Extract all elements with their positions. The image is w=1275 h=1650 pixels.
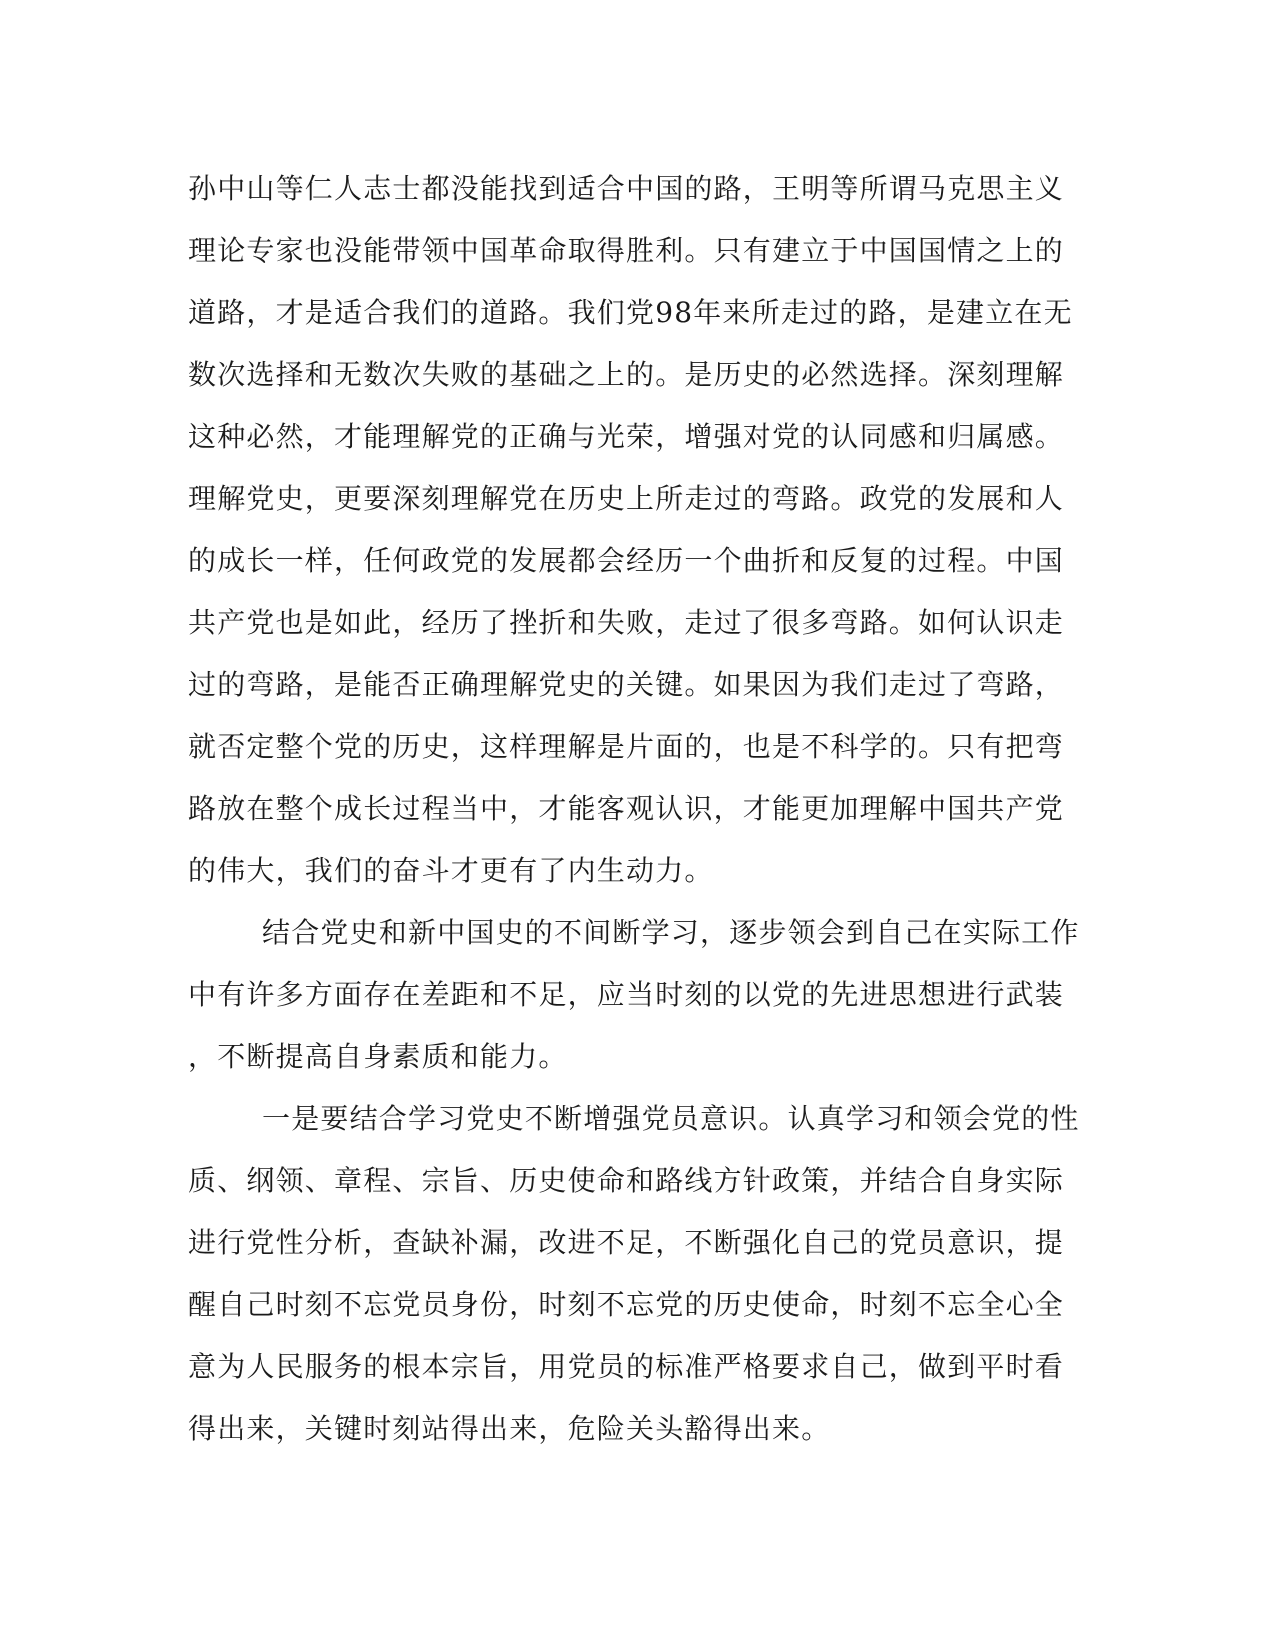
text-line: 数次选择和无数次失败的基础之上的。是历史的必然选择。深刻理解	[188, 358, 1065, 391]
text-line: 醒自己时刻不忘党员身份，时刻不忘党的历史使命，时刻不忘全心全	[188, 1288, 1065, 1321]
text-line: 得出来，关键时刻站得出来，危险关头豁得出来。	[188, 1412, 831, 1445]
text-line: 理解党史，更要深刻理解党在历史上所走过的弯路。政党的发展和人	[188, 482, 1065, 515]
text-line: 孙中山等仁人志士都没能找到适合中国的路，王明等所谓马克思主义	[188, 172, 1065, 205]
text-line: 的成长一样，任何政党的发展都会经历一个曲折和反复的过程。中国	[188, 544, 1065, 577]
text-line: 意为人民服务的根本宗旨，用党员的标准严格要求自己，做到平时看	[188, 1350, 1065, 1383]
paragraph-3	[188, 1088, 1088, 1460]
text-line: 结合党史和新中国史的不间断学习，逐步领会到自己在实际工作	[262, 916, 1080, 949]
text-line: 的伟大，我们的奋斗才更有了内生动力。	[188, 854, 714, 887]
paragraph-1	[188, 158, 1088, 902]
text-line: 就否定整个党的历史，这样理解是片面的，也是不科学的。只有把弯	[188, 730, 1065, 763]
text-line: 理论专家也没能带领中国革命取得胜利。只有建立于中国国情之上的	[188, 234, 1065, 267]
text-line: 共产党也是如此，经历了挫折和失败，走过了很多弯路。如何认识走	[188, 606, 1065, 639]
text-line: 中有许多方面存在差距和不足，应当时刻的以党的先进思想进行武装	[188, 978, 1065, 1011]
text-line: 路放在整个成长过程当中，才能客观认识，才能更加理解中国共产党	[188, 792, 1065, 825]
text-line: 质、纲领、章程、宗旨、历史使命和路线方针政策，并结合自身实际	[188, 1164, 1065, 1197]
text-line: ，不断提高自身素质和能力。	[188, 1040, 568, 1073]
text-line: 一是要结合学习党史不断增强党员意识。认真学习和领会党的性	[262, 1102, 1080, 1135]
text-line: 道路，才是适合我们的道路。我们党98年来所走过的路，是建立在无	[188, 296, 1073, 329]
text-line: 过的弯路，是能否正确理解党史的关键。如果因为我们走过了弯路，	[188, 668, 1065, 701]
paragraph-2	[188, 902, 1088, 1088]
text-line: 这种必然，才能理解党的正确与光荣，增强对党的认同感和归属感。	[188, 420, 1065, 453]
text-line: 进行党性分析，查缺补漏，改进不足，不断强化自己的党员意识，提	[188, 1226, 1065, 1259]
body-text	[188, 158, 1088, 1460]
